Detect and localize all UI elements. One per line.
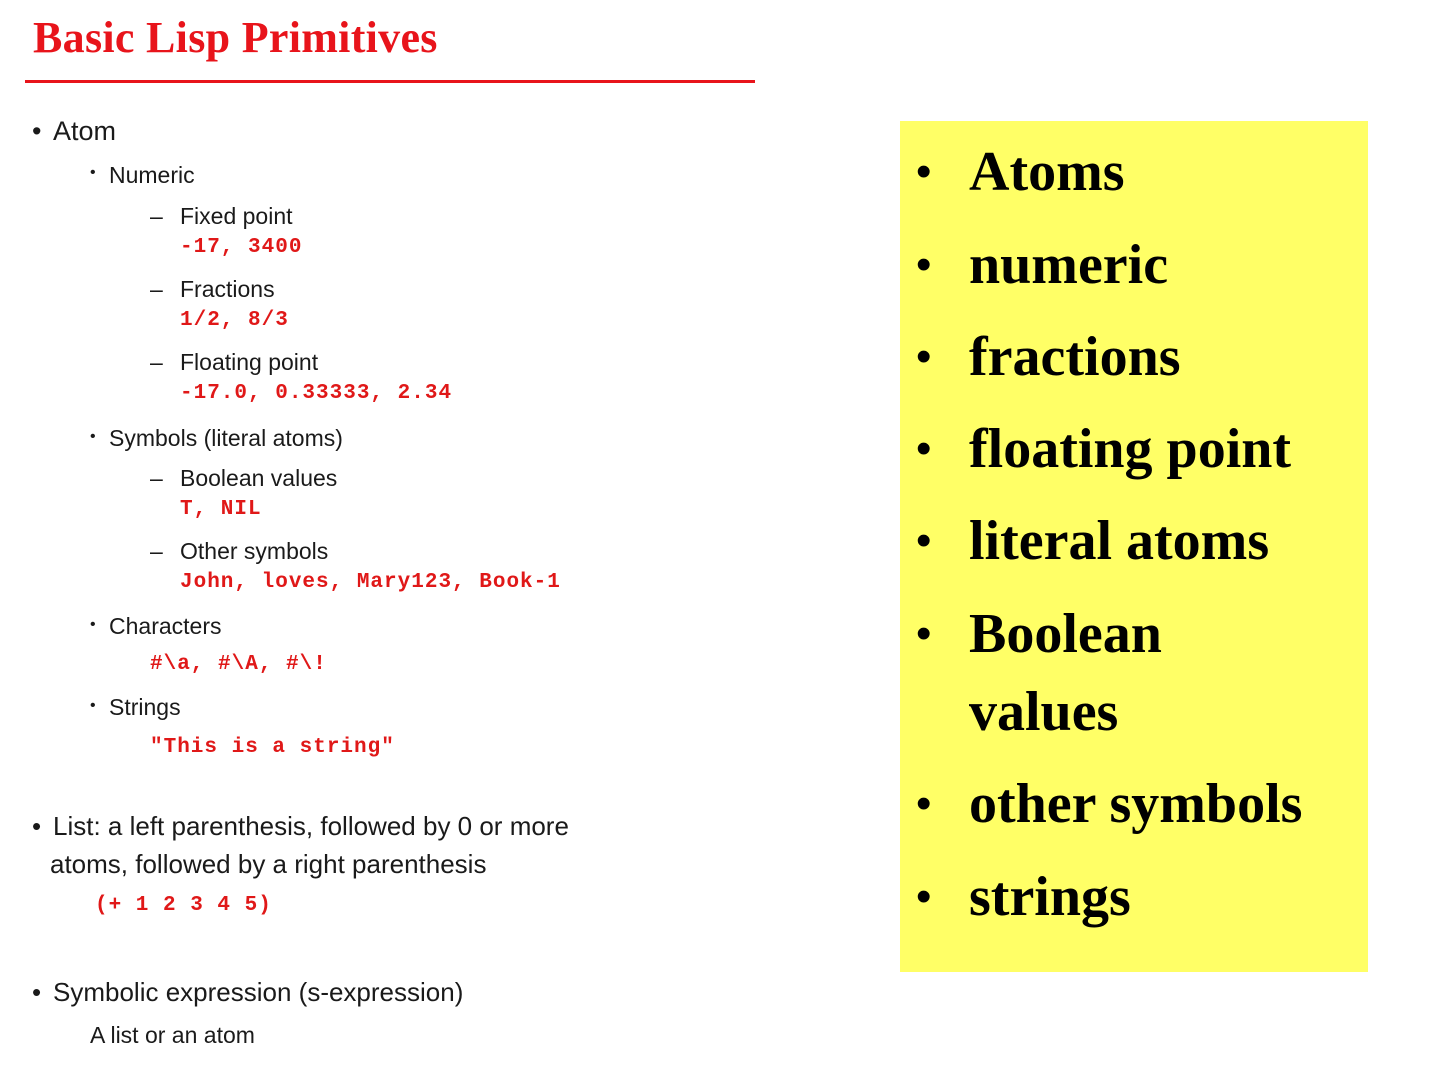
outline-strings: Strings <box>109 694 181 720</box>
bullet: • <box>916 779 932 828</box>
outline-other-symbols: Other symbols <box>180 538 329 564</box>
example-list: (+ 1 2 3 4 5) <box>95 894 272 917</box>
bullet: • <box>90 697 96 714</box>
example-floating-point: -17.0, 0.33333, 2.34 <box>180 382 453 405</box>
bullet: • <box>916 516 932 565</box>
summary-item-label: strings <box>969 866 1131 928</box>
example-fixed-point: -17, 3400 <box>180 236 303 259</box>
bullet: • <box>90 164 96 181</box>
outline-boolean-values: Boolean values <box>180 465 338 491</box>
bullet: • <box>32 977 42 1007</box>
summary-item-label: Boolean values <box>969 603 1162 743</box>
bullet: • <box>916 424 932 473</box>
bullet: • <box>916 240 932 289</box>
dash: – <box>150 465 163 491</box>
bullet: • <box>32 811 42 841</box>
bullet: • <box>90 428 96 445</box>
outline-s-expression-desc: A list or an atom <box>90 1022 255 1048</box>
example-boolean-values: T, NIL <box>180 498 262 521</box>
outline-symbols: Symbols (literal atoms) <box>109 425 343 451</box>
bullet: • <box>90 616 96 633</box>
bullet: • <box>916 872 932 921</box>
title-underline <box>25 80 755 83</box>
outline-floating-point: Floating point <box>180 349 319 375</box>
outline-list-line1: List: a left parenthesis, followed by 0 or more <box>53 811 569 841</box>
example-other-symbols: John, loves, Mary123, Book-1 <box>180 571 561 594</box>
bullet: • <box>916 332 932 381</box>
summary-item-label: Atoms <box>969 141 1125 203</box>
bullet: • <box>916 147 932 196</box>
summary-item-label: other symbols <box>969 773 1303 835</box>
outline-s-expression: Symbolic expression (s-expression) <box>53 977 464 1007</box>
dash: – <box>150 276 163 302</box>
bullet: • <box>32 116 42 146</box>
example-strings: "This is a string" <box>150 736 395 759</box>
dash: – <box>150 203 163 229</box>
dash: – <box>150 538 163 564</box>
example-characters: #\a, #\A, #\! <box>150 653 327 676</box>
summary-item-label: literal atoms <box>969 510 1270 572</box>
bullet: • <box>916 609 932 658</box>
outline-atom: Atom <box>53 116 117 146</box>
summary-item-label: fractions <box>969 326 1181 388</box>
summary-item-label: floating point <box>969 418 1292 480</box>
dash: – <box>150 349 163 375</box>
outline-characters: Characters <box>109 613 222 639</box>
outline-fixed-point: Fixed point <box>180 203 293 229</box>
slide-title: Basic Lisp Primitives <box>33 13 438 62</box>
summary-box <box>900 121 1368 972</box>
example-fractions: 1/2, 8/3 <box>180 309 289 332</box>
outline-fractions: Fractions <box>180 276 275 302</box>
summary-item-label: numeric <box>969 234 1169 296</box>
outline-numeric: Numeric <box>109 162 195 188</box>
outline-list-line2: atoms, followed by a right parenthesis <box>50 849 487 879</box>
